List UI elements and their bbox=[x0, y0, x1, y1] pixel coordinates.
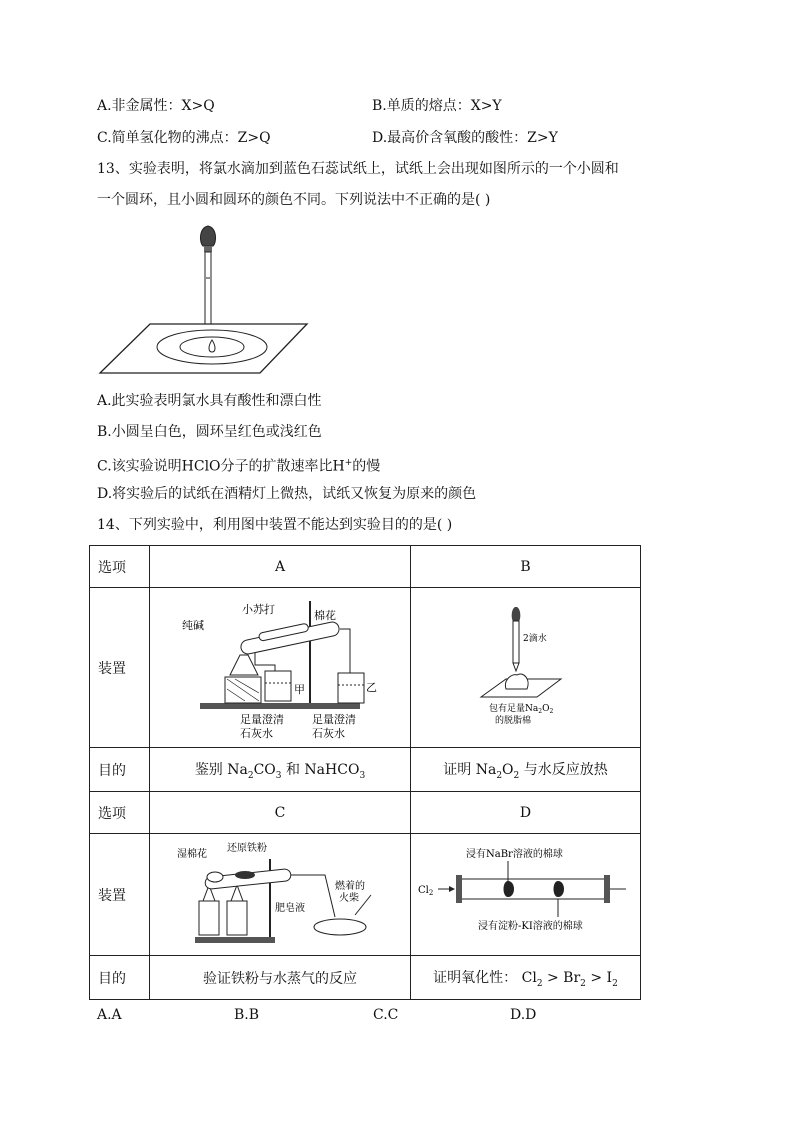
label-nabr-cotton: 浸有NaBr溶液的棉球 bbox=[465, 849, 563, 860]
q14-answer-d: D.D bbox=[510, 1007, 537, 1023]
label-soda-ash: 纯碱 bbox=[182, 618, 204, 632]
q14-answer-c: C.C bbox=[373, 1007, 399, 1023]
label-limewater-2a: 足量澄清 bbox=[312, 712, 356, 726]
label-starch-ki-cotton: 浸有淀粉-KI溶液的棉球 bbox=[477, 921, 583, 932]
q13-stem-line2: 一个圆环，且小圆和圆环的颜色不同。下列说法中不正确的是( ) bbox=[97, 192, 491, 208]
label-limewater-2b: 石灰水 bbox=[312, 726, 345, 740]
apparatus-b-figure bbox=[451, 593, 601, 743]
q14-stem: 14、下列实验中，利用图中装置不能达到实验目的的是( ) bbox=[97, 517, 453, 533]
col-header-b: B bbox=[411, 546, 641, 588]
label-burning-match-1: 燃着的 bbox=[335, 881, 365, 892]
col-header-c: C bbox=[150, 792, 411, 834]
row-label-purpose: 目的 bbox=[90, 748, 150, 792]
q13-option-b: B.小圆呈白色，圆环呈红色或浅红色 bbox=[97, 424, 322, 440]
label-reduced-iron: 还原铁粉 bbox=[227, 843, 267, 854]
purpose-a: 鉴别 $Na_2CO_3$ 和 NaHCO$_3$ bbox=[150, 748, 411, 792]
device-d bbox=[411, 834, 641, 956]
label-yi: 乙 bbox=[366, 680, 377, 694]
label-wet-cotton: 湿棉花 bbox=[177, 849, 207, 860]
row-label-device-2: 装置 bbox=[90, 834, 150, 956]
q13-stem-line1: 13、实验表明，将氯水滴加到蓝色石蕊试纸上，试纸上会出现如图所示的一个小圆和 bbox=[97, 161, 619, 177]
q12-option-c: C.简单氢化物的沸点：Z>Q bbox=[97, 130, 271, 146]
purpose-d: 证明氧化性： $Cl_2 > Br_2 > I_2$ bbox=[411, 956, 641, 1000]
label-limewater-1b: 石灰水 bbox=[240, 726, 273, 740]
row-label-option: 选项 bbox=[90, 546, 150, 588]
row-label-device: 装置 bbox=[90, 588, 150, 748]
label-soap-solution: 肥皂液 bbox=[275, 903, 305, 914]
q14-answer-a: A.A bbox=[97, 1007, 122, 1023]
q12-option-b: B.单质的熔点：X>Y bbox=[372, 98, 502, 114]
label-two-drops-water: 2滴水 bbox=[522, 633, 547, 644]
label-cotton-na2o2: 包有足量$Na_2O_2$ bbox=[488, 703, 553, 715]
label-jia: 甲 bbox=[294, 682, 305, 696]
q13-option-c: C.该实验说明HClO分子的扩散速率比H+的慢 bbox=[97, 458, 381, 475]
purpose-c: 验证铁粉与水蒸气的反应 bbox=[150, 956, 411, 1000]
purpose-b: 证明 $Na_2O_2$ 与水反应放热 bbox=[411, 748, 641, 792]
q13-figure-litmus bbox=[95, 218, 315, 378]
apparatus-a-figure bbox=[180, 593, 380, 743]
q12-option-d: D.最高价含氧酸的酸性：Z>Y bbox=[372, 130, 558, 146]
label-degreased-cotton: 的脱脂棉 bbox=[494, 715, 531, 726]
col-header-a: A bbox=[150, 546, 411, 588]
q14-table bbox=[89, 545, 641, 1000]
label-baking-soda: 小苏打 bbox=[242, 602, 275, 616]
label-burning-match-2: 火柴 bbox=[339, 893, 359, 904]
apparatus-d-figure bbox=[416, 837, 636, 952]
device-b bbox=[411, 588, 641, 748]
row-label-option-2: 选项 bbox=[90, 792, 150, 834]
row-label-purpose-2: 目的 bbox=[90, 956, 150, 1000]
device-c bbox=[150, 834, 411, 956]
label-cotton: 棉花 bbox=[314, 608, 336, 622]
apparatus-c-figure bbox=[175, 837, 385, 952]
device-a bbox=[150, 588, 411, 748]
label-limewater-1a: 足量澄清 bbox=[240, 712, 284, 726]
q13-option-d: D.将实验后的试纸在酒精灯上微热，试纸又恢复为原来的颜色 bbox=[97, 486, 477, 502]
col-header-d: D bbox=[411, 792, 641, 834]
q13-option-a: A.此实验表明氯水具有酸性和漂白性 bbox=[97, 393, 322, 409]
q14-answer-b: B.B bbox=[234, 1007, 260, 1023]
q12-option-a: A.非金属性：X>Q bbox=[97, 98, 215, 114]
label-cl2-inlet: $Cl_2$ bbox=[417, 885, 433, 897]
